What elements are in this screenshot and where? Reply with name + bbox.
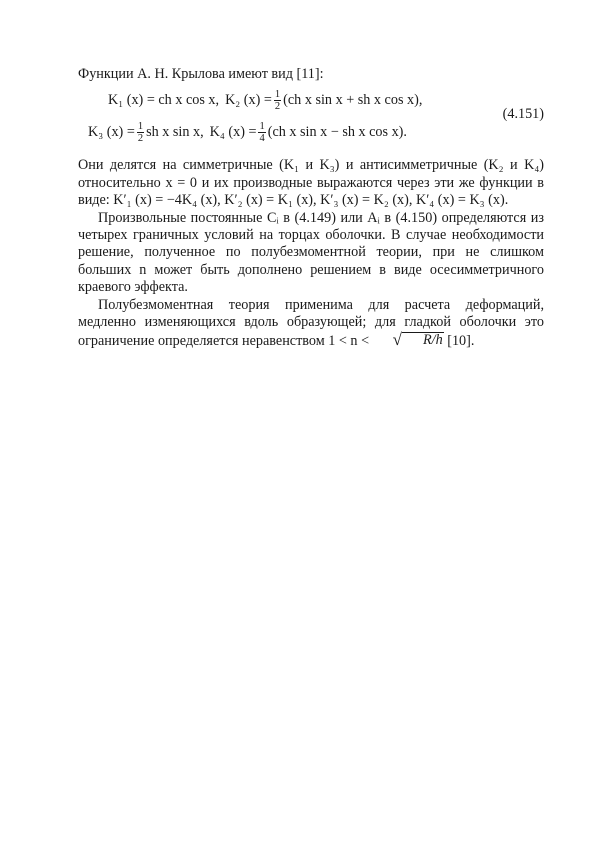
k3-frac-denominator: 2 bbox=[137, 133, 144, 145]
k2-rhs: (ch x sin x + sh x cos x), bbox=[283, 92, 423, 109]
paragraph-3 bbox=[78, 297, 544, 351]
k3-rhs: sh x sin x, bbox=[146, 124, 204, 141]
equation-line-1 bbox=[108, 89, 422, 112]
intro-text: Функции А. Н. Крылова имеют вид [11]: bbox=[78, 66, 324, 82]
sqrt-radicand: R/h bbox=[402, 332, 444, 348]
k2-frac-denominator: 2 bbox=[274, 101, 281, 113]
page-content bbox=[78, 66, 544, 351]
k3-fraction bbox=[137, 121, 144, 144]
equation-number: (4.151) bbox=[502, 106, 544, 123]
k1-formula: K₁ (x) = ch x cos x, bbox=[108, 92, 220, 109]
paragraph-3-text: Полубезмоментная теория применима для расчета деформаций, медленно изменяющихся вдоль образующей; для гладкой оболочки это ограничение определяется неравенством 1 < n < bbox=[78, 296, 544, 350]
sqrt-expression bbox=[373, 331, 444, 348]
k4-fraction bbox=[258, 121, 265, 144]
k2-fraction bbox=[274, 89, 281, 112]
k4-frac-numerator: 1 bbox=[259, 121, 265, 133]
k4-rhs: (ch x sin x − sh x cos x). bbox=[267, 124, 407, 141]
paragraph-2: Произвольные постоянные Cᵢ в (4.149) или Aᵢ в (4.150) определяются из четырех граничных условий на торцах оболочки. В случае необходимости решение, полученное по полубезмоментной теории, при не слишком больших n может быть дополнено решением в виде осесимметричного краевого эффекта. bbox=[78, 209, 544, 296]
k2-frac-numerator: 1 bbox=[274, 89, 281, 101]
sqrt-radical-icon: √ bbox=[392, 330, 402, 350]
k3-frac-numerator: 1 bbox=[137, 121, 144, 133]
paragraph-1: Они делятся на симметричные (K₁ и K₃) и антисимметричные (K₂ и K₄) относительно x = 0 и их производные выражаются через эти же функции в виде: K′₁ (x) = −4K₄ (x), K′₂ (x) = K₁ (x), K′₃ (x) = K₂ (x), K′₄ (x) = K₃ (x). bbox=[78, 157, 544, 209]
paragraph-3-citation: [10]. bbox=[447, 333, 475, 350]
k4-lhs: K₄ (x) = bbox=[209, 124, 257, 141]
k3-lhs: K₃ (x) = bbox=[88, 124, 135, 141]
equation-block bbox=[78, 89, 544, 151]
k4-frac-denominator: 4 bbox=[259, 133, 265, 145]
equation-line-2 bbox=[88, 121, 407, 144]
k2-lhs: K₂ (x) = bbox=[225, 92, 272, 109]
